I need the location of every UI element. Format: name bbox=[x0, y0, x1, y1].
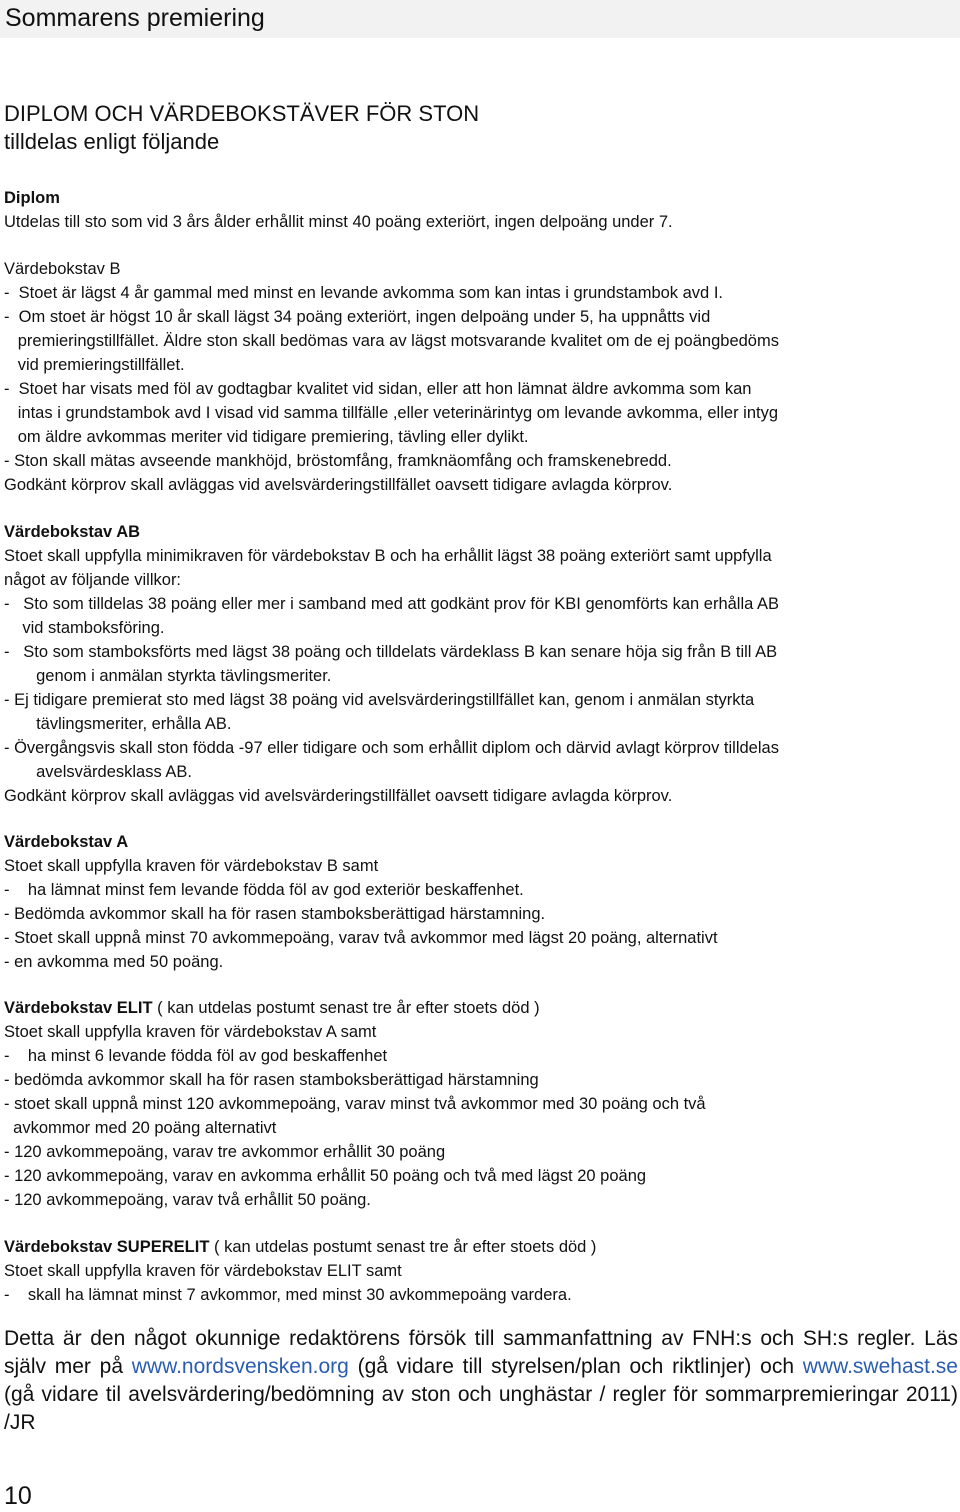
ab-line: tävlingsmeriter, erhålla AB. bbox=[4, 715, 232, 733]
ab-line: genom i anmälan styrkta tävlingsmeriter. bbox=[4, 667, 332, 685]
b-line: om äldre avkommas meriter vid tidigare premiering, tävling eller dylikt. bbox=[4, 428, 529, 446]
b-line: - Stoet är lägst 4 år gammal med minst en levande avkomma som kan intas i grundstambok avd I. bbox=[4, 284, 723, 302]
intro-title: DIPLOM OCH VÄRDEBOKSTÄVER FÖR STON bbox=[4, 101, 480, 126]
b-line: - Ston skall mätas avseende mankhöjd, bröstomfång, framknäomfång och framskenebredd. bbox=[4, 452, 672, 470]
ab-line: - Ej tidigare premierat sto med lägst 38 poäng vid avelsvärderingstillfället kan, genom i anmälan styrkta bbox=[4, 691, 755, 709]
elit-heading-title: Värdebokstav ELIT bbox=[4, 999, 153, 1017]
superelit-line: Stoet skall uppfylla kraven för värdebokstav ELIT samt bbox=[4, 1262, 402, 1280]
closing-text: (gå vidare till styrelsen/plan och riktlinjer) och bbox=[348, 1355, 803, 1378]
elit-line: - stoet skall uppnå minst 120 avkommepoäng, varav minst två avkommor med 30 poäng och två bbox=[4, 1095, 706, 1113]
ab-heading: Värdebokstav AB bbox=[4, 523, 141, 541]
superelit-line: - skall ha lämnat minst 7 avkommor, med minst 30 avkommepoäng vardera. bbox=[4, 1286, 572, 1304]
intro-heading bbox=[4, 100, 479, 156]
closing-text: (gå vidare til avelsvärdering/bedömning av ston och unghästar / regler för sommarpremieringar 2011) /JR bbox=[4, 1383, 958, 1434]
ab-line: Godkänt körprov skall avläggas vid avelsvärderingstillfället oavsett tidigare avlagda körprov. bbox=[4, 787, 673, 805]
a-line: - Stoet skall uppnå minst 70 avkommepoäng, varav två avkommor med lägst 20 poäng, alternativt bbox=[4, 929, 718, 947]
elit-heading bbox=[4, 996, 540, 1020]
page-header bbox=[0, 0, 960, 38]
elit-line: - ha minst 6 levande födda föl av god beskaffenhet bbox=[4, 1047, 388, 1065]
elit-line: - 120 avkommepoäng, varav en avkomma erhållit 50 poäng och två med lägst 20 poäng bbox=[4, 1167, 647, 1185]
page-title: Sommarens premiering bbox=[5, 4, 265, 32]
ab-line: - Sto som tilldelas 38 poäng eller mer i samband med att godkänt prov för KBI genomförts kan erhålla AB bbox=[4, 595, 779, 613]
closing-text: Detta är den något okunnige redaktörens försök till sammanfattning av FNH:s och SH:s regler. Läs själv mer på bbox=[4, 1327, 958, 1378]
superelit-heading-note: ( kan utdelas postumt senast tre år efter stoets död ) bbox=[209, 1238, 597, 1256]
diplom-heading: Diplom bbox=[4, 189, 60, 207]
diplom-line: Utdelas till sto som vid 3 års ålder erhållit minst 40 poäng exteriört, ingen delpoäng under 7. bbox=[4, 213, 673, 231]
elit-line: - bedömda avkommor skall ha för rasen stamboksberättigad härstamning bbox=[4, 1071, 539, 1089]
ab-line: något av följande villkor: bbox=[4, 571, 182, 589]
intro-subtitle: tilldelas enligt följande bbox=[4, 129, 220, 154]
a-line: - Bedömda avkommor skall ha för rasen stamboksberättigad härstamning. bbox=[4, 905, 546, 923]
elit-line: - 120 avkommepoäng, varav två erhållit 50 poäng. bbox=[4, 1191, 371, 1209]
b-line: premieringstillfället. Äldre ston skall bedömas vara av lägst motsvarande kvalitet om de ej poängbedöms bbox=[4, 332, 779, 350]
nordsvensken-link[interactable]: www.nordsvensken.org bbox=[131, 1355, 349, 1378]
elit-line: - 120 avkommepoäng, varav tre avkommor erhållit 30 poäng bbox=[4, 1143, 446, 1161]
ab-line: avelsvärdesklass AB. bbox=[4, 763, 192, 781]
ab-line: vid stamboksföring. bbox=[4, 619, 165, 637]
b-line: - Om stoet är högst 10 år skall lägst 34 poäng exteriört, ingen delpoäng under 5, ha uppnåtts vid bbox=[4, 308, 711, 326]
a-line: - en avkomma med 50 poäng. bbox=[4, 953, 224, 971]
b-line: Godkänt körprov skall avläggas vid avelsvärderingstillfället oavsett tidigare avlagda körprov. bbox=[4, 476, 673, 494]
closing-paragraph bbox=[4, 1325, 958, 1437]
a-heading: Värdebokstav A bbox=[4, 833, 129, 851]
ab-line: - Sto som stamboksförts med lägst 38 poäng och tilldelats värdeklass B kan senare höja sig från B till AB bbox=[4, 643, 778, 661]
ab-line: - Övergångsvis skall ston födda -97 eller tidigare och som erhållit diplom och därvid avlagt körprov tilldelas bbox=[4, 739, 779, 757]
a-line: Stoet skall uppfylla kraven för värdebokstav B samt bbox=[4, 857, 379, 875]
elit-line: Stoet skall uppfylla kraven för värdebokstav A samt bbox=[4, 1023, 377, 1041]
superelit-heading bbox=[4, 1235, 596, 1259]
b-line: vid premieringstillfället. bbox=[4, 356, 185, 374]
page-number: 10 bbox=[4, 1482, 32, 1510]
a-line: - ha lämnat minst fem levande födda föl av god exteriör beskaffenhet. bbox=[4, 881, 524, 899]
b-heading: Värdebokstav B bbox=[4, 260, 121, 278]
b-line: intas i grundstambok avd I visad vid samma tillfälle ,eller veterinärintyg om levande avkomma, eller intyg bbox=[4, 404, 779, 422]
elit-line: avkommor med 20 poäng alternativt bbox=[4, 1119, 277, 1137]
swehast-link[interactable]: www.swehast.se bbox=[802, 1355, 958, 1378]
superelit-heading-title: Värdebokstav SUPERELIT bbox=[4, 1238, 210, 1256]
ab-line: Stoet skall uppfylla minimikraven för värdebokstav B och ha erhållit lägst 38 poäng exteriört samt uppfylla bbox=[4, 547, 772, 565]
elit-heading-note: ( kan utdelas postumt senast tre år efter stoets död ) bbox=[152, 999, 540, 1017]
b-line: - Stoet har visats med föl av godtagbar kvalitet vid sidan, eller att hon lämnat äldre avkomma som kan bbox=[4, 380, 752, 398]
